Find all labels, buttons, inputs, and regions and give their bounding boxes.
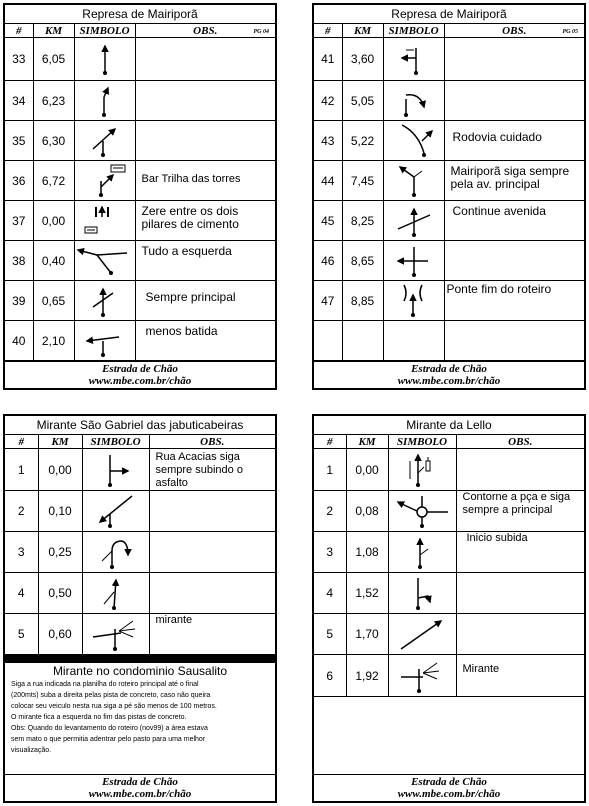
instructions-paragraph: Siga a rua indicada na planilha do roteiro principal até o final (200mts) suba a direita pelas pista de concreto, caso não queira colocar seu veiculo nesta rua siga a pé são menos de 100 metros. O mirante fica a esquerda no fim das pistas de concreto. Obs: Quando do levantamento do roteiro (nov99) a área estava sem mato o que permitia adentrar pelo pasto para uma melhor visualização.: [11, 681, 217, 754]
row-number: 46: [314, 241, 342, 281]
row-km: 2,10: [33, 321, 74, 361]
table-row: [5, 281, 275, 321]
row-obs: Zere entre os dois pilares de cimento: [135, 201, 275, 241]
col-km: KM: [342, 24, 383, 38]
row-obs: [135, 121, 275, 161]
row-obs: [456, 449, 584, 491]
left-arrow-icon: [392, 243, 436, 279]
row-obs: [149, 491, 275, 532]
right-bend-arrow-icon: [400, 574, 444, 612]
row-km: 0,65: [33, 281, 74, 321]
row-number: 39: [5, 281, 33, 321]
row-obs: Sempre principal: [135, 281, 275, 321]
row-number: 4: [314, 573, 346, 614]
row-obs: Rua Acacias siga sempre subindo o asfalto: [149, 449, 275, 491]
row-number: 42: [314, 81, 342, 121]
curve-right-arrow-icon: [392, 83, 436, 119]
row-obs: [149, 573, 275, 614]
row-number: 5: [314, 614, 346, 655]
row-number: 2: [5, 491, 38, 532]
col-num: #: [314, 24, 342, 38]
row-obs: [444, 241, 584, 281]
roundabout-icon: [392, 492, 452, 530]
row-km: 0,40: [33, 241, 74, 281]
col-num: #: [5, 435, 38, 449]
row-obs: [135, 81, 275, 121]
table-row: [314, 281, 584, 321]
table-row: [314, 161, 584, 201]
row-km: 0,25: [38, 532, 82, 573]
row-obs: Tudo a esquerda: [135, 241, 275, 281]
footer-url: www.mbe.com.br/chão: [88, 788, 192, 800]
footer: [5, 774, 275, 801]
card-title: Mirante São Gabriel das jabuticabeiras: [5, 416, 275, 435]
col-km: KM: [33, 24, 74, 38]
row-number: 3: [314, 532, 346, 573]
col-num: #: [5, 24, 33, 38]
table-row: [5, 614, 275, 655]
table-header: [5, 435, 275, 449]
row-obs: [135, 38, 275, 81]
diagonal-left-arrow-icon: [94, 492, 138, 530]
roadbook-card-pg05: [312, 3, 586, 390]
footer-url: www.mbe.com.br/chão: [397, 375, 501, 387]
row-number: 3: [5, 532, 38, 573]
fork-right-arrow-icon: [85, 123, 125, 159]
col-symbol: SIMBOLO: [383, 24, 444, 38]
table-row: [314, 121, 584, 161]
table-row: [314, 201, 584, 241]
row-number: 1: [314, 449, 346, 491]
cross-straight-arrow-icon: [392, 203, 436, 239]
main-road-arrow-icon: [85, 283, 125, 319]
row-number: 37: [5, 201, 33, 241]
row-obs: Continue avenida: [444, 201, 584, 241]
table-row: [314, 241, 584, 281]
bridge-icon: [392, 283, 436, 319]
col-symbol: SIMBOLO: [82, 435, 149, 449]
footer-title: Estrada de Chão: [411, 363, 487, 375]
row-km: 5,22: [342, 121, 383, 161]
table-row: [314, 449, 584, 491]
col-symbol: SIMBOLO: [388, 435, 456, 449]
row-km: 3,60: [342, 38, 383, 81]
table-header: [5, 24, 275, 38]
row-obs: Rodovia cuidado: [444, 121, 584, 161]
row-km: 0,00: [38, 449, 82, 491]
row-km: 6,30: [33, 121, 74, 161]
footer: [5, 361, 275, 388]
roadbook-table: [5, 24, 275, 361]
table-row: [5, 449, 275, 491]
row-obs: [456, 573, 584, 614]
table-row: [314, 81, 584, 121]
table-row: [5, 491, 275, 532]
col-symbol: SIMBOLO: [74, 24, 135, 38]
row-obs: Contorne a pça e siga sempre a principal: [456, 491, 584, 532]
section-divider: [5, 655, 275, 663]
row-number: 5: [5, 614, 38, 655]
table-header: [314, 24, 584, 38]
row-number: 41: [314, 38, 342, 81]
table-row: [314, 491, 584, 532]
roadbook-card-pg04: [3, 3, 277, 390]
footer: [314, 361, 584, 388]
footer-title: Estrada de Chão: [102, 363, 178, 375]
row-km: 0,10: [38, 491, 82, 532]
row-km: 1,92: [346, 655, 388, 697]
table-row: [314, 38, 584, 81]
row-km: 0,00: [346, 449, 388, 491]
row-number: 1: [5, 449, 38, 491]
page-number: PG 04: [253, 29, 269, 35]
row-km: 8,85: [342, 281, 383, 321]
card-title: Mirante da Lello: [314, 416, 584, 435]
row-km: 7,45: [342, 161, 383, 201]
row-obs: [149, 532, 275, 573]
table-row: [5, 38, 275, 81]
roadbook-card-mirante-sao-gabriel: [3, 414, 277, 803]
row-km: [342, 321, 383, 361]
roadbook-table: [314, 24, 584, 361]
row-km: 1,70: [346, 614, 388, 655]
row-number: 40: [5, 321, 33, 361]
col-obs: OBS. PG 05: [444, 24, 584, 38]
col-obs: OBS. PG 04: [135, 24, 275, 38]
roadbook-table: [314, 435, 584, 697]
table-row: [5, 201, 275, 241]
table-row: [5, 121, 275, 161]
pillars-landmark-icon: [83, 203, 127, 239]
row-number: 47: [314, 281, 342, 321]
slight-right-arrow-icon: [85, 83, 125, 119]
row-km: 1,08: [346, 532, 388, 573]
gas-station-arrow-icon: [400, 451, 444, 489]
roadbook-card-mirante-lello: [312, 414, 586, 803]
row-obs: mirante: [149, 614, 275, 655]
row-number: 35: [5, 121, 33, 161]
row-obs: Mairiporã siga sempre pela av. principal: [444, 161, 584, 201]
highway-curve-arrow-icon: [392, 123, 436, 159]
col-num: #: [314, 435, 346, 449]
row-number: 4: [5, 573, 38, 614]
row-number: 43: [314, 121, 342, 161]
row-km: 1,52: [346, 573, 388, 614]
footer-url: www.mbe.com.br/chão: [397, 788, 501, 800]
uphill-straight-arrow-icon: [400, 533, 444, 571]
row-km: 0,08: [346, 491, 388, 532]
row-km: 8,25: [342, 201, 383, 241]
row-obs: [444, 321, 584, 361]
main-avenue-arrow-icon: [392, 163, 436, 199]
row-number: 36: [5, 161, 33, 201]
hard-left-arrow-icon: [75, 243, 135, 279]
row-obs: [444, 38, 584, 81]
table-row: [5, 321, 275, 361]
footer-title: Estrada de Chão: [102, 776, 178, 788]
table-row: [314, 614, 584, 655]
diagonal-right-arrow-icon: [397, 615, 447, 653]
row-km: 5,05: [342, 81, 383, 121]
table-row: [314, 321, 584, 361]
row-km: 6,05: [33, 38, 74, 81]
right-turn-arrow-icon: [94, 451, 138, 489]
row-km: 6,72: [33, 161, 74, 201]
roadbook-table: [5, 435, 275, 655]
row-obs: menos batida: [135, 321, 275, 361]
row-number: 44: [314, 161, 342, 201]
col-obs: OBS.: [456, 435, 584, 449]
col-obs: OBS.: [149, 435, 275, 449]
col-km: KM: [38, 435, 82, 449]
footer-url: www.mbe.com.br/chão: [88, 375, 192, 387]
row-number: [314, 321, 342, 361]
footer-title: Estrada de Chão: [411, 776, 487, 788]
table-row: [5, 81, 275, 121]
row-km: 8,65: [342, 241, 383, 281]
viewpoint-icon: [91, 615, 141, 653]
row-number: 33: [5, 38, 33, 81]
row-number: 38: [5, 241, 33, 281]
straight-fork-arrow-icon: [94, 574, 138, 612]
row-obs: [456, 614, 584, 655]
row-km: 6,23: [33, 81, 74, 121]
row-obs: Inicio subida: [456, 532, 584, 573]
left-turn-arrow-icon: [394, 40, 434, 78]
table-row: [5, 161, 275, 201]
table-row: [314, 655, 584, 697]
row-km: 0,50: [38, 573, 82, 614]
card-title: Represa de Mairiporã: [5, 5, 275, 24]
col-km: KM: [346, 435, 388, 449]
row-obs: Mirante: [456, 655, 584, 697]
row-km: 0,00: [33, 201, 74, 241]
table-row: [5, 241, 275, 281]
table-row: [314, 573, 584, 614]
viewpoint-icon: [397, 657, 447, 695]
table-header: [314, 435, 584, 449]
row-number: 45: [314, 201, 342, 241]
card-title: Represa de Mairiporã: [314, 5, 584, 24]
straight-arrow-icon: [85, 40, 125, 78]
row-number: 2: [314, 491, 346, 532]
footer: [314, 774, 584, 801]
row-obs: Ponte fim do roteiro: [444, 281, 584, 321]
row-km: 0,60: [38, 614, 82, 655]
row-number: 34: [5, 81, 33, 121]
curve-right-arrow-icon: [94, 533, 138, 571]
page-number: PG 05: [562, 29, 578, 35]
row-obs: Bar Trilha das torres: [135, 161, 275, 201]
row-obs: [444, 81, 584, 121]
row-number: 6: [314, 655, 346, 697]
bar-landmark-icon: [83, 163, 127, 199]
table-row: [314, 532, 584, 573]
table-row: [5, 532, 275, 573]
section-subtitle: Mirante no condominio Sausalito: [52, 664, 228, 678]
left-fork-arrow-icon: [83, 323, 127, 359]
table-row: [5, 573, 275, 614]
